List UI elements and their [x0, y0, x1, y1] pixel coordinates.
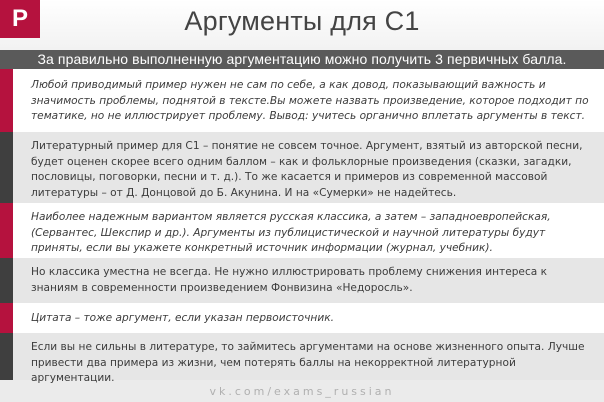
dark-bar: [0, 333, 13, 380]
dark-bar: [0, 132, 13, 203]
dark-bar: [0, 258, 13, 303]
footer-watermark: vk.com/exams_russian: [209, 385, 395, 398]
section-life-experience: [13, 333, 604, 384]
section-text: Литературный пример для С1 – понятие не совсем точное. Аргумент, взятый из авторской песни, будет оценен скорее всего одним баллом – как и фольклорные произведения (сказки, загадки, пословицы, поговорки, песни и т. д.). То же касается и примеров из современной массовой литературы – от Д. Донцовой до Б. Акунина. И на «Сумерки» не надейтесь.: [31, 140, 583, 199]
section-text: Цитата – тоже аргумент, если указан первоисточник.: [31, 312, 334, 324]
header: [0, 0, 604, 50]
section-text: Но классика уместна не всегда. Не нужно иллюстрировать проблему снижения интереса к знаниям в современности произведением Фонвизина «Недоросль».: [31, 266, 548, 294]
accent-bar: [0, 203, 13, 258]
logo-badge: P: [0, 0, 40, 38]
section-literary-example: [13, 132, 604, 203]
section-text: Наиболее надежным вариантом является русская классика, а затем – западноевропейская, (Сервантес, Шекспир и др.). Аргументы из публицистической и научной литературы будут приняты, если вы укажете конкретный источник информации (журнал, учебник).: [31, 211, 551, 254]
accent-bar: [0, 303, 13, 333]
section-classics: [13, 203, 604, 258]
section-text: Любой приводимый пример нужен не сам по себе, а как довод, показывающий важность и значимость проблемы, поднятой в тексте.Вы можете назвать произведение, которое подходит по тематике, но не иллюстрирует проблему. Вывод: учитесь органично вплетать аргументы в текст.: [31, 79, 589, 122]
section-argument-purpose: [13, 69, 604, 132]
accent-bar: [0, 69, 13, 132]
page-title: Аргументы для С1: [184, 6, 420, 36]
section-quote: [13, 303, 604, 333]
section-classics-caution: [13, 258, 604, 303]
info-banner: За правильно выполненную аргументацию можно получить 3 первичных балла.: [0, 50, 604, 69]
section-text: Если вы не сильны в литературе, то займитесь аргументами на основе жизненного опыта. Лучше привести два примера из жизни, чем потерять баллы на некорректной литературной аргументации.: [31, 341, 585, 384]
